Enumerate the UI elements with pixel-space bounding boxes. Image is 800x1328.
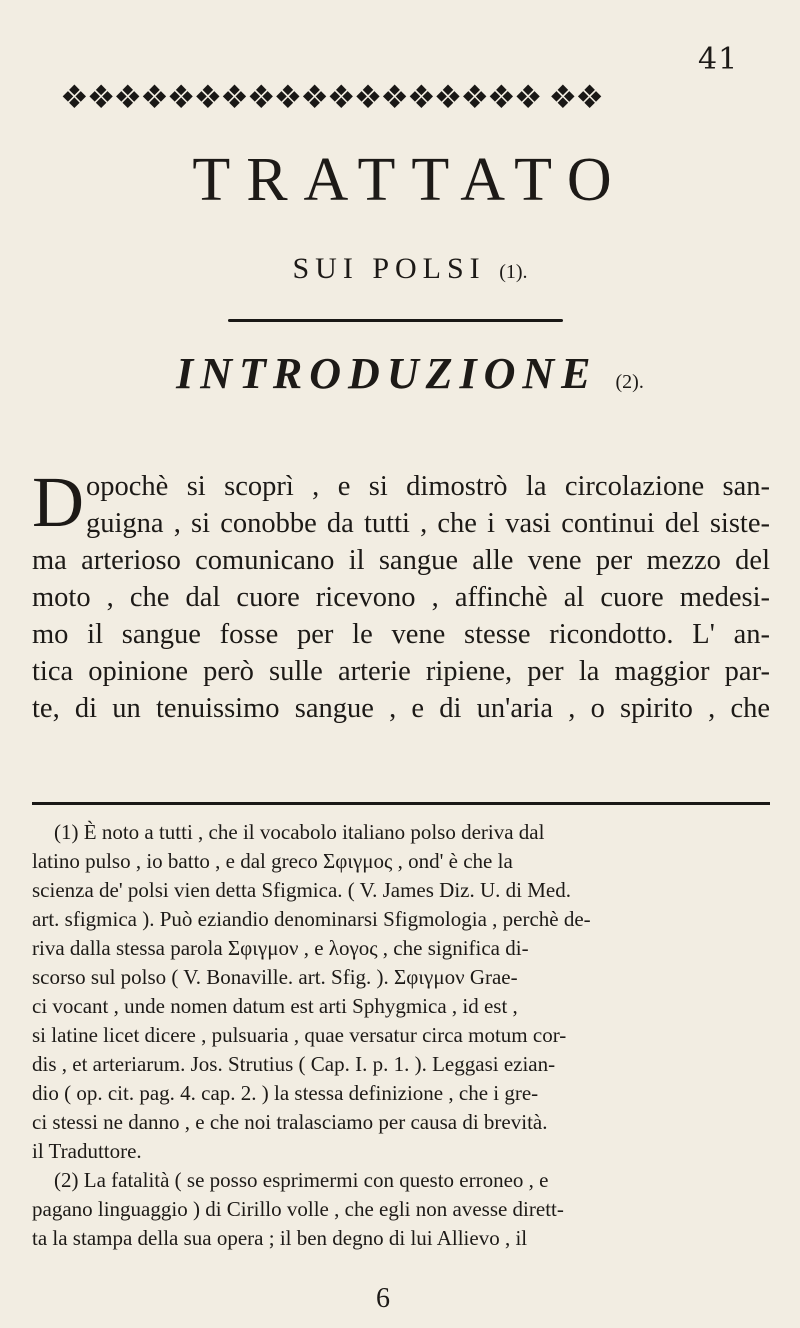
footnote-line: ci vocant , unde nomen datum est arti Sphygmica , id est ,: [32, 994, 518, 1018]
drop-cap: D: [32, 462, 84, 542]
body-line: ma arterioso comunicano il sangue alle vene per mezzo del: [32, 545, 770, 576]
footnote-line: scienza de' polsi vien detta Sfigmica. ( V. James Diz. U. di Med.: [32, 878, 571, 902]
footnote-line: ci stessi ne danno , e che noi tralasciamo per causa di brevità.: [32, 1110, 548, 1134]
footnote-line: ta la stampa della sua opera ; il ben degno di lui Allievo , il: [32, 1226, 528, 1250]
book-subtitle: [80, 252, 740, 286]
footnote-line: (2) La fatalità ( se posso esprimermi con questo erroneo , e: [54, 1168, 549, 1192]
subtitle-footnote-ref: (1).: [499, 261, 528, 283]
body-line: mo il sangue fosse per le vene stesse ricondotto. L' an-: [32, 619, 770, 650]
footnote-line: si latine licet dicere , pulsuaria , quae versatur circa motum cor-: [32, 1023, 567, 1047]
footnote-line: riva dalla stessa parola Σφιγμον , e λογος , che significa di-: [32, 936, 529, 960]
page-number: 41: [698, 42, 739, 77]
section-heading: [100, 348, 720, 399]
body-paragraph: [32, 462, 770, 727]
footnote-line: dio ( op. cit. pag. 4. cap. 2. ) la stessa definizione , che i gre-: [32, 1081, 539, 1105]
body-line: moto , che dal cuore ricevono , affinchè al cuore medesi-: [32, 582, 770, 613]
footnote-line: dis , et arteriarum. Jos. Strutius ( Cap. I. p. 1. ). Leggasi ezian-: [32, 1052, 556, 1076]
footnote-line: scorso sul polso ( V. Bonaville. art. Sfig. ). Σφιγμον Grae-: [32, 965, 518, 989]
signature-mark: 6: [376, 1283, 390, 1314]
footnote-line: il Traduttore.: [32, 1139, 142, 1163]
footnote-rule: [32, 802, 770, 805]
footnote-line: latino pulso , io batto , e dal greco Σφιγμος , ond' è che la: [32, 849, 513, 873]
title-rule: [228, 319, 563, 322]
footnote-line: (1) È noto a tutti , che il vocabolo italiano polso deriva dal: [54, 820, 545, 844]
decorative-ornament-band: ❖❖❖❖❖❖❖❖❖❖❖❖❖❖❖❖❖❖ ❖❖: [60, 78, 602, 116]
footnote-line: art. sfigmica ). Può eziandio denominarsi Sfigmologia , perchè de-: [32, 907, 591, 931]
book-title: TRATTATO: [192, 146, 628, 214]
subtitle-text: SUI POLSI: [292, 252, 486, 285]
body-line: tica opinione però sulle arterie ripiene, per la maggior par-: [32, 656, 770, 687]
section-heading-text: INTRODUZIONE: [176, 349, 598, 398]
body-line: guigna , si conobbe da tutti , che i vasi continui del siste-: [86, 508, 770, 539]
body-line: opochè si scoprì , e si dimostrò la circolazione san-: [86, 471, 770, 502]
footnotes: [32, 818, 770, 1253]
body-line: te, di un tenuissimo sangue , e di un'aria , o spirito , che: [32, 693, 770, 724]
footnote-line: pagano linguaggio ) di Cirillo volle , che egli non avesse dirett-: [32, 1197, 564, 1221]
section-footnote-ref: (2).: [615, 371, 644, 393]
